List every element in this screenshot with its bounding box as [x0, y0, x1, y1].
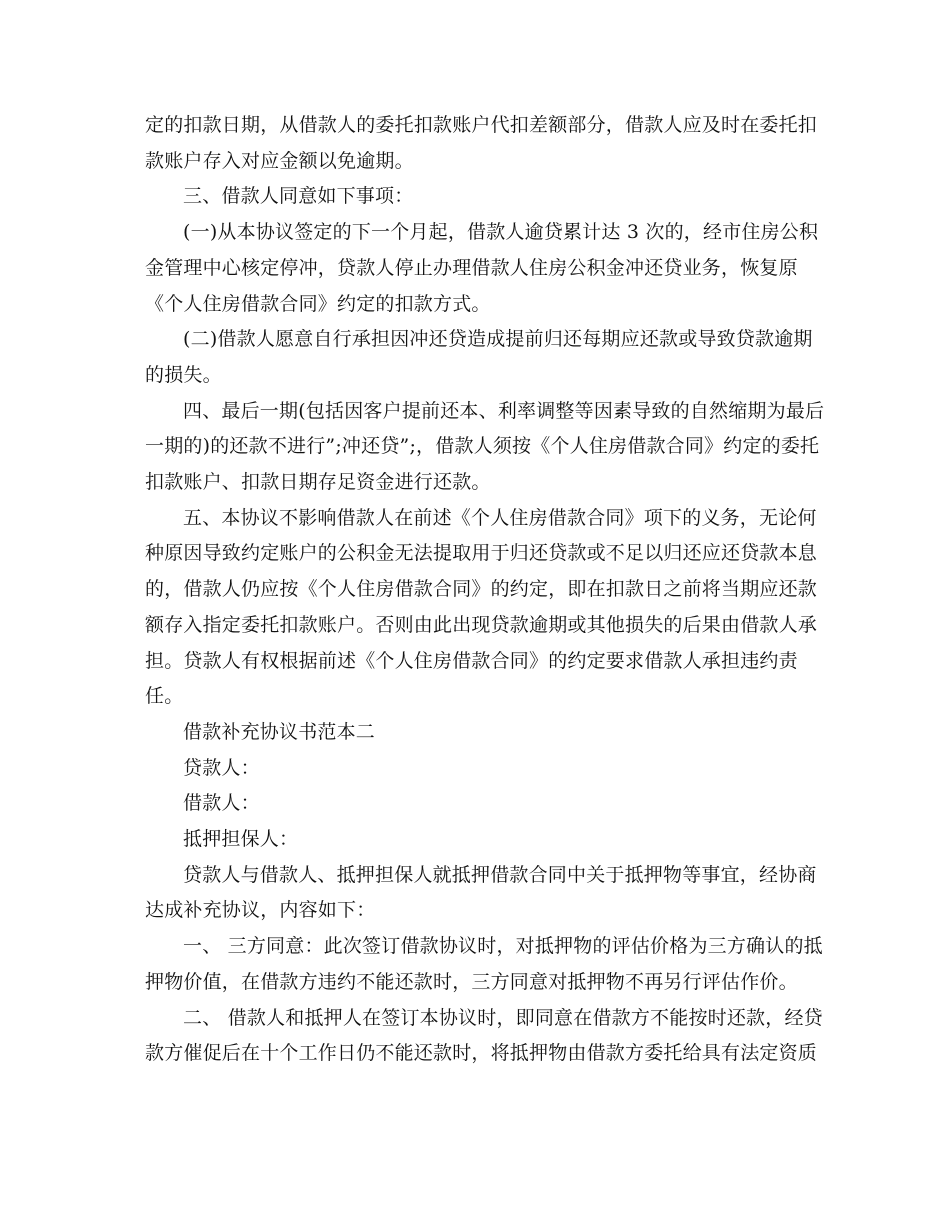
text-line: 五、本协议不影响借款人在前述《个人住房借款合同》项下的义务，无论何 — [183, 506, 817, 529]
text-line: (二)借款人愿意自行承担因冲还贷造成提前归还每期应还款或导致贷款逾期 — [183, 328, 813, 351]
text-line: 贷款人与借款人、抵押担保人就抵押借款合同中关于抵押物等事宜，经协商 — [183, 863, 817, 886]
text-line: 的，借款人仍应按《个人住房借款合同》的约定，即在扣款日之前将当期应还款 — [145, 578, 818, 601]
text-line: 额存入指定委托扣款账户。否则由此出现贷款逾期或其他损失的后果由借款人承 — [145, 613, 818, 636]
text-line: 定的扣款日期，从借款人的委托扣款账户代扣差额部分，借款人应及时在委托扣 — [145, 114, 818, 136]
text-line: 二、 借款人和抵押人在签订本协议时，即同意在借款方不能按时还款，经贷 — [183, 1006, 823, 1029]
text-line: 款账户存入对应金额以免逾期。 — [145, 149, 414, 172]
text-line: 的损失。 — [145, 363, 222, 386]
text-line: 扣款账户、扣款日期存足资金进行还款。 — [145, 471, 491, 494]
text-line: 种原因导致约定账户的公积金无法提取用于归还贷款或不足以归还应还贷款本息 — [145, 542, 818, 565]
text-line: 贷款人： — [183, 756, 260, 779]
text-line: 三、借款人同意如下事项： — [183, 185, 414, 208]
text-line: 《个人住房借款合同》约定的扣款方式。 — [145, 292, 491, 315]
text-line: 任。 — [145, 685, 184, 708]
document-body — [145, 108, 825, 1072]
text-line: 达成补充协议，内容如下： — [145, 899, 376, 922]
text-line: 担。贷款人有权根据前述《个人住房借款合同》的约定要求借款人承担违约责 — [145, 649, 798, 672]
text-line: 一、 三方同意：此次签订借款协议时，对抵押物的评估价格为三方确认的抵 — [183, 935, 823, 958]
text-line: (一)从本协议签定的下一个月起，借款人逾贷累计达 3 次的，经市住房公积 — [183, 221, 819, 244]
text-line: 一期的)的还款不进行”;冲还贷”;，借款人须按《个人住房借款合同》约定的委托 — [145, 435, 820, 458]
text-line: 抵押担保人： — [183, 828, 299, 851]
text-line: 四、最后一期(包括因客户提前还本、利率调整等因素导致的自然缩期为最后 — [183, 399, 825, 422]
text-line: 款方催促后在十个工作日仍不能还款时，将抵押物由借款方委托给具有法定资质 — [145, 1042, 818, 1065]
text-line: 借款人： — [183, 792, 260, 815]
text-line: 借款补充协议书范本二 — [183, 720, 376, 743]
text-line: 金管理中心核定停冲，贷款人停止办理借款人住房公积金冲还贷业务，恢复原 — [145, 256, 798, 279]
text-line: 押物价值，在借款方违约不能还款时，三方同意对抵押物不再另行评估作价。 — [145, 970, 798, 993]
